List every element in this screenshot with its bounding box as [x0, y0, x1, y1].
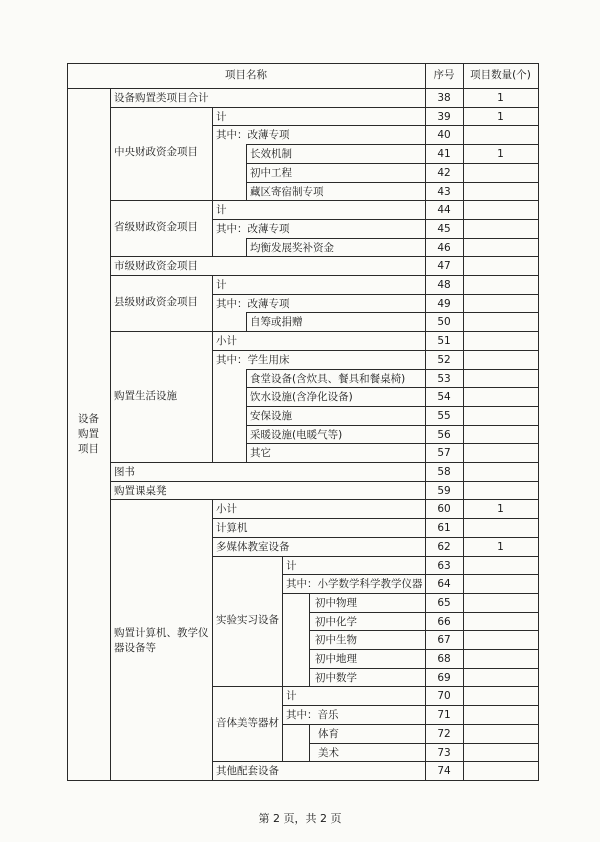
indent-divider — [246, 144, 247, 201]
seq-number: 74 — [437, 765, 451, 778]
seq-number: 71 — [437, 709, 451, 722]
group-divider — [110, 462, 426, 463]
row-divider — [309, 630, 426, 631]
row-divider — [425, 705, 539, 706]
total-row-label: 设备购置类项目合计 — [114, 92, 209, 104]
table-bottom-border — [67, 780, 539, 781]
central-item: 藏区寄宿制专项 — [250, 185, 324, 198]
row-divider — [425, 331, 539, 332]
row-divider — [246, 406, 426, 407]
seq-number: 39 — [437, 110, 451, 123]
living-item: 采暖设施(电暖气等) — [250, 428, 343, 441]
central-divider — [212, 107, 213, 202]
provincial-divider — [212, 200, 213, 257]
lab-item: 初中地理 — [315, 653, 357, 665]
row-divider — [425, 630, 539, 631]
row-divider — [309, 743, 426, 744]
lab-item: 初中化学 — [315, 615, 357, 628]
header-bottom-border — [67, 88, 539, 89]
seq-number: 64 — [437, 578, 451, 591]
living-label: 购置生活设施 — [114, 389, 177, 402]
arts-item: 美术 — [318, 746, 339, 759]
row-divider — [425, 743, 539, 744]
group-divider — [110, 331, 426, 332]
row-divider — [425, 649, 539, 650]
row-divider — [246, 443, 426, 444]
seq-number: 52 — [437, 353, 451, 366]
seq-number: 55 — [437, 409, 451, 422]
seq-number: 46 — [437, 241, 451, 254]
row-divider — [425, 350, 539, 351]
seq-number: 60 — [437, 503, 451, 516]
row-divider — [212, 294, 426, 295]
header-name: 项目名称 — [225, 69, 267, 81]
group-divider — [110, 107, 426, 108]
group-divider — [110, 481, 426, 482]
lab-item: 初中物理 — [315, 596, 357, 609]
item-count: 1 — [497, 148, 504, 161]
row-divider — [246, 144, 426, 145]
arts-item: 计 — [286, 690, 297, 703]
row-divider — [425, 443, 539, 444]
seq-number: 43 — [437, 185, 451, 198]
row-divider — [282, 705, 426, 706]
item-count: 1 — [497, 503, 504, 516]
seq-number: 44 — [437, 204, 451, 217]
group-divider — [110, 256, 426, 257]
living-item: 饮水设施(含净化设备) — [250, 391, 353, 404]
seq-number: 51 — [437, 335, 451, 348]
row-divider — [425, 724, 539, 725]
seq-number: 69 — [437, 671, 451, 684]
equip-item: 多媒体教室设备 — [216, 540, 290, 553]
central-item: 其中：改薄专项 — [216, 129, 290, 142]
page-footer: 第 2 页，共 2 页 — [258, 812, 342, 825]
seq-number: 66 — [437, 615, 451, 628]
seq-number: 45 — [437, 222, 451, 235]
row-divider — [425, 686, 539, 687]
category-column-divider — [110, 88, 111, 781]
row-divider — [282, 593, 426, 594]
row-divider — [425, 294, 539, 295]
lab-label: 实验实习设备 — [216, 613, 279, 626]
item-count: 1 — [497, 540, 504, 553]
provincial-item: 均衡发展奖补资金 — [250, 241, 334, 254]
central-item: 长效机制 — [250, 148, 292, 161]
item-count: 1 — [497, 110, 504, 123]
row-divider — [425, 107, 539, 108]
seq-number: 42 — [437, 166, 451, 179]
row-divider — [212, 556, 426, 557]
county-divider — [212, 275, 213, 332]
row-divider — [425, 406, 539, 407]
lab-item: 其中：小学数学科学教学仪器 — [286, 578, 423, 591]
row-divider — [246, 182, 426, 183]
seq-number: 67 — [437, 634, 451, 647]
row-divider — [425, 163, 539, 164]
equip-item: 小计 — [216, 503, 237, 516]
arts-label: 音体美等器材 — [216, 716, 279, 729]
row-divider — [246, 163, 426, 164]
living-item: 小计 — [216, 335, 237, 348]
table-right-border — [538, 63, 539, 781]
seq-number: 70 — [437, 690, 451, 703]
row-divider — [425, 219, 539, 220]
row-divider — [425, 537, 539, 538]
seq-number: 68 — [437, 653, 451, 665]
count-column-divider — [463, 63, 464, 781]
arts-item: 体育 — [318, 727, 339, 740]
row-divider — [425, 200, 539, 201]
county-item: 其中：改薄专项 — [216, 297, 290, 310]
central-label: 中央财政资金项目 — [114, 146, 198, 159]
row-divider — [309, 668, 426, 669]
lab-item: 初中生物 — [315, 634, 357, 647]
row-divider — [212, 518, 426, 519]
row-divider — [425, 125, 539, 126]
row-divider — [282, 574, 426, 575]
row-divider — [309, 612, 426, 613]
county-item: 自筹或捐赠 — [250, 316, 303, 329]
computers-label: 购置计算机、教学仪器设备等 — [114, 626, 209, 654]
header-count: 项目数量(个) — [470, 69, 531, 81]
lab-divider — [282, 556, 283, 688]
living-item: 其中：学生用床 — [216, 353, 290, 366]
row-divider — [425, 481, 539, 482]
row-divider — [425, 312, 539, 313]
row-divider — [425, 256, 539, 257]
header-seq: 序号 — [433, 69, 455, 81]
seq-number: 41 — [437, 148, 451, 161]
group-divider — [212, 761, 426, 762]
group-divider — [110, 499, 426, 500]
row-divider — [425, 144, 539, 145]
desks-label: 购置课桌凳 — [114, 484, 167, 497]
group-divider — [110, 200, 426, 201]
row-divider — [425, 761, 539, 762]
row-divider — [246, 425, 426, 426]
row-divider — [425, 668, 539, 669]
row-divider — [246, 387, 426, 388]
indent-divider — [246, 238, 247, 258]
seq-number: 62 — [437, 540, 451, 553]
outer-category-label: 设备 购置 项目 — [78, 412, 99, 455]
seq-number: 48 — [437, 279, 451, 291]
city-label: 市级财政资金项目 — [114, 260, 198, 273]
row-divider — [282, 724, 426, 725]
seq-number: 65 — [437, 596, 451, 609]
indent-divider — [309, 593, 310, 688]
seq-number: 38 — [437, 92, 451, 104]
equip-item: 其他配套设备 — [216, 765, 279, 778]
lab-item: 计 — [286, 559, 297, 572]
row-divider — [425, 462, 539, 463]
arts-item: 其中：音乐 — [286, 709, 339, 722]
row-divider — [425, 518, 539, 519]
central-item: 计 — [216, 110, 227, 123]
row-divider — [425, 556, 539, 557]
row-divider — [246, 369, 426, 370]
row-divider — [212, 219, 426, 220]
seq-number: 58 — [437, 466, 451, 478]
seq-number: 72 — [437, 727, 451, 740]
row-divider — [425, 275, 539, 276]
row-divider — [425, 369, 539, 370]
county-item: 计 — [216, 279, 227, 291]
row-divider — [425, 499, 539, 500]
row-divider — [425, 425, 539, 426]
group-divider — [110, 275, 426, 276]
central-item: 初中工程 — [250, 166, 292, 179]
item-count: 1 — [497, 92, 504, 104]
row-divider — [246, 238, 426, 239]
living-item: 食堂设备(含炊具、餐具和餐桌椅) — [250, 372, 406, 385]
seq-number: 53 — [437, 372, 451, 385]
provincial-item: 计 — [216, 204, 227, 217]
row-divider — [425, 574, 539, 575]
provincial-item: 其中：改薄专项 — [216, 222, 290, 235]
row-divider — [309, 649, 426, 650]
books-label: 图书 — [114, 466, 135, 478]
living-item: 其它 — [250, 447, 271, 460]
seq-number: 47 — [437, 260, 451, 273]
row-divider — [212, 350, 426, 351]
indent-divider — [246, 369, 247, 464]
row-divider — [425, 182, 539, 183]
seq-number: 54 — [437, 391, 451, 404]
seq-number: 40 — [437, 129, 451, 142]
seq-number: 73 — [437, 746, 451, 759]
table-top-border — [67, 63, 539, 64]
row-divider — [212, 125, 426, 126]
provincial-label: 省级财政资金项目 — [114, 221, 198, 234]
lab-item: 初中数学 — [315, 671, 357, 684]
living-divider — [212, 331, 213, 463]
seq-number: 57 — [437, 447, 451, 460]
group-divider — [212, 686, 426, 687]
row-divider — [425, 387, 539, 388]
living-item: 安保设施 — [250, 409, 292, 422]
equip-item: 计算机 — [216, 522, 248, 535]
indent-divider — [309, 724, 310, 762]
seq-number: 56 — [437, 428, 451, 441]
computers-divider — [212, 499, 213, 781]
row-divider — [212, 537, 426, 538]
seq-number: 63 — [437, 559, 451, 572]
row-divider — [425, 612, 539, 613]
indent-divider — [246, 312, 247, 332]
row-divider — [425, 593, 539, 594]
seq-number: 61 — [437, 522, 451, 535]
seq-number: 50 — [437, 316, 451, 329]
row-divider — [246, 312, 426, 313]
seq-number: 59 — [437, 484, 451, 497]
seq-number: 49 — [437, 297, 451, 310]
row-divider — [425, 238, 539, 239]
county-label: 县级财政资金项目 — [114, 296, 198, 309]
